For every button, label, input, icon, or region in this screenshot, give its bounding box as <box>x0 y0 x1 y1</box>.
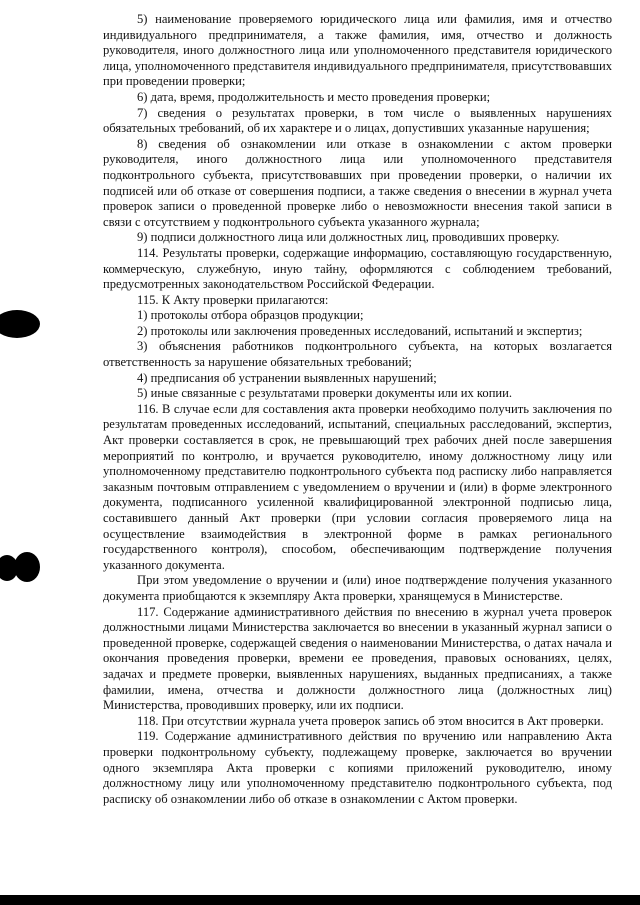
paragraph: 7) сведения о результатах проверки, в том числе о выявленных нарушениях обязательных требований, об их характере и о лицах, допустивших указанные нарушения; <box>103 105 612 136</box>
paragraph: 115. К Акту проверки прилагаются: <box>137 292 329 307</box>
paragraph: 2) протоколы или заключения проведенных исследований, испытаний и экспертиз; <box>137 323 583 338</box>
paragraph: 9) подписи должностного лица или должностных лиц, проводивших проверку. <box>137 230 560 245</box>
punch-hole-mark <box>0 310 40 338</box>
paragraph: 116. В случае если для составления акта проверки необходимо получить заключения по результатам проведенных исследований, испытаний, специальных расследований, экспертиз, Акт проверки составляется в срок, не превышающий трех рабочих дней после завершения мероприятий по контролю, и вручается руководителю, иному должностному лицу или уполномоченному представителю подконтрольного субъекта под расписку либо направляется заказным почтовым отправлением с уведомлением о вручении и (или) в форме электронного документа, подписанного усиленной квалифицированной электронной подписью лица, составившего данный Акт проверки (при условии согласия проверяемого лица на осуществление взаимодействия в электронной форме в рамках регионального государственного контроля), способом, обеспечивающим подтверждение получения указанного документа. <box>103 401 612 572</box>
paragraph: 119. Содержание административного действия по вручению или направлению Акта проверки подконтрольному субъекту, подлежащему проверке, заключается во вручении одного экземпляра Акта проверки с копиями приложений руководителю, иному должностному лицу или уполномоченному представителю подконтрольного субъекта, под расписку об ознакомлении либо об отказе в ознакомлении с Актом проверки. <box>103 729 612 806</box>
paragraph: При этом уведомление о вручении и (или) иное подтверждение получения указанного документа приобщаются к экземпляру Акта проверки, хранящемуся в Министерстве. <box>103 573 612 603</box>
paragraph: 6) дата, время, продолжительность и место проведения проверки; <box>137 89 491 104</box>
paragraph: 5) иные связанные с результатами проверки документы или их копии. <box>137 386 513 401</box>
document-body <box>103 12 612 807</box>
paragraph: 114. Результаты проверки, содержащие информацию, составляющую государственную, коммерческую, служебную, иную тайну, оформляются с соблюдением требований, предусмотренных законодательством Российской Федерации. <box>103 245 612 292</box>
paragraph: 5) наименование проверяемого юридического лица или фамилия, имя и отчество индивидуального предпринимателя, а также фамилия, имя, отчество и должность руководителя, иного должностного лица или уполномоченного представителя юридического лица, уполномоченного представителя индивидуального предпринимателя, присутствовавших при проведении проверки; <box>103 12 612 89</box>
paragraph: 118. При отсутствии журнала учета проверок запись об этом вносится в Акт проверки. <box>137 713 604 728</box>
scan-bottom-edge <box>0 895 640 905</box>
paragraph: 117. Содержание административного действия по внесению в журнал учета проверок должностными лицами Министерства заключается во внесении в указанный журнал записи о проведенной проверке, содержащей сведения о наименовании Министерства, о датах начала и окончания проведения проверки, времени ее проведения, правовых основаниях, целях, задачах и предмете проверки, выявленных нарушениях, выданных предписаниях, а также фамилии, имена, отчества и должности должностного лица (должностных лиц) Министерства, проводивших проверку, или их подписи. <box>103 604 612 713</box>
paragraph: 3) объяснения работников подконтрольного субъекта, на которых возлагается ответственность за нарушение обязательных требований; <box>103 339 612 370</box>
paragraph: 4) предписания об устранении выявленных нарушений; <box>137 370 437 385</box>
paragraph: 8) сведения об ознакомлении или отказе в ознакомлении с актом проверки руководителя, иного должностного лица или уполномоченного представителя подконтрольного субъекта, присутствовавших при проведении проверки, о наличии их подписей или об отказе от совершения подписи, а также сведения о внесении в журнал учета проверок записи о проведенной проверке либо о невозможности внесения такой записи в связи с отсутствием у подконтрольного субъекта указанного журнала; <box>103 136 612 229</box>
paragraph: 1) протоколы отбора образцов продукции; <box>137 308 364 323</box>
punch-hole-mark <box>14 552 40 582</box>
